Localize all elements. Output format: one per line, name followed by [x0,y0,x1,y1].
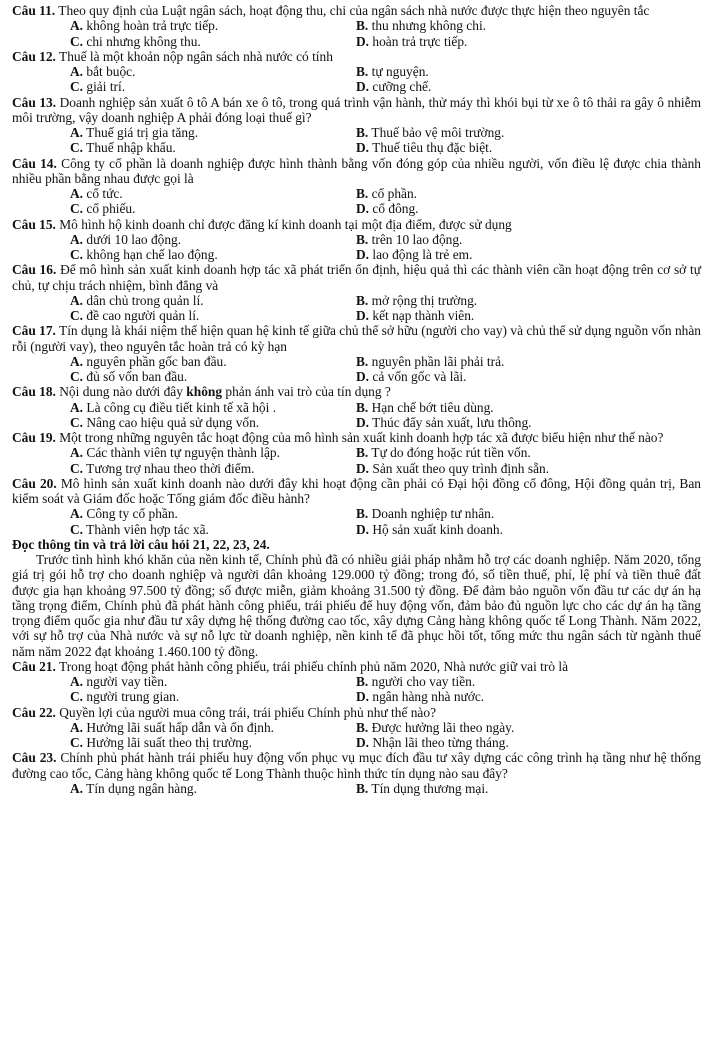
option-a[interactable]: A. người vay tiền. [70,674,168,689]
option-b[interactable]: B. nguyên phần lãi phải trả. [356,353,505,369]
question-23 [12,750,701,796]
options [12,64,701,95]
option-b[interactable]: B. thu nhưng không chi. [356,18,487,34]
option-b[interactable]: B. cổ phần. [356,186,418,201]
option-a[interactable]: A. dưới 10 lao động. [70,231,182,247]
options [12,293,701,324]
question-number: Câu 23. [12,750,57,766]
question-stem: Công ty cổ phần là doanh nghiệp được hình thành bằng vốn đóng góp của nhiều người, vốn điều lệ được chia thành nhiều phần bằng nhau được gọi là [12,155,701,186]
option-c[interactable]: C. đề cao người quản lí. [70,308,200,323]
option-b[interactable]: B. Tự do đóng hoặc rút tiền vốn. [356,445,531,461]
option-c[interactable]: C. Nâng cao hiệu quả sử dụng vốn. [70,414,260,430]
question-stem: Mô hình sản xuất kinh doanh nào dưới đây khi hoạt động cần phải có Đại hội đồng cổ đông, Hội đồng quản trị, Ban kiểm soát và Giám đốc hoặc Tổng giám đốc điều hành? [12,475,701,506]
option-b[interactable]: B. Doanh nghiệp tư nhân. [356,506,495,522]
question-12 [12,49,701,95]
option-c[interactable]: C. cổ phiếu. [70,201,136,217]
question-stem: Chính phủ phát hành trái phiếu huy động vốn phục vụ mục đích đầu tư xây dựng các công trình hạ tầng như hệ thống đường cao tốc, Cảng hàng không quốc tế Long Thành thuộc hình thức tín dụng nào sau đây? [12,750,701,781]
question-16 [12,262,701,323]
question-stem: Trong hoạt động phát hành công phiếu, trái phiếu chính phủ năm 2020, Nhà nước giữ vai trò là [59,658,569,674]
option-b[interactable]: B. tự nguyện. [356,64,429,79]
option-c[interactable]: C. Hưởng lãi suất theo thị trường. [70,735,252,750]
option-c[interactable]: C. Tương trợ nhau theo thời điểm. [70,460,255,476]
question-number: Câu 21. [12,658,56,674]
options [12,186,701,217]
option-c[interactable]: C. Thành viên hợp tác xã. [70,521,209,537]
option-d[interactable]: D. Thúc đẩy sản xuất, lưu thông. [356,414,532,430]
options [12,506,701,537]
option-a[interactable]: A. dân chủ trong quản lí. [70,292,204,308]
options [12,18,701,49]
option-d[interactable]: D. cưỡng chế. [356,79,432,95]
option-d[interactable]: D. kết nạp thành viên. [356,308,475,323]
question-15 [12,217,701,263]
question-13 [12,95,701,156]
question-number: Câu 11. [12,3,56,18]
question-number: Câu 20. [12,475,57,491]
option-d[interactable]: D. hoàn trả trực tiếp. [356,33,468,49]
option-b[interactable]: B. Được hưởng lãi theo ngày. [356,719,515,735]
reading-section-title: Đọc thông tin và trả lời câu hỏi 21, 22, 23, 24. [12,536,270,552]
question-14 [12,156,701,217]
question-number: Câu 13. [12,94,57,110]
option-c[interactable]: C. Thuế nhập khẩu. [70,140,176,156]
option-a[interactable]: A. cổ tức. [70,186,123,201]
options [12,354,701,385]
option-b[interactable]: B. người cho vay tiền. [356,674,476,689]
option-d[interactable]: D. cả vốn gốc và lãi. [356,369,467,384]
option-a[interactable]: A. Hưởng lãi suất hấp dẫn và ổn định. [70,719,275,735]
question-stem: Quyền lợi của người mua công trái, trái phiếu Chính phủ như thế nào? [59,704,437,720]
option-b[interactable]: B. Thuế bảo vệ môi trường. [356,125,505,140]
option-a[interactable]: A. không hoàn trả trực tiếp. [70,18,219,34]
question-number: Câu 14. [12,155,57,171]
option-b[interactable]: B. mở rộng thị trường. [356,292,478,308]
option-b[interactable]: B. Hạn chế bớt tiêu dùng. [356,399,494,415]
option-a[interactable]: A. bắt buộc. [70,64,136,79]
question-19 [12,430,701,476]
option-d[interactable]: D. Hộ sản xuất kinh doanh. [356,521,503,537]
option-c[interactable]: C. giải trí. [70,79,126,95]
option-a[interactable]: A. Tín dụng ngân hàng. [70,780,197,796]
option-a[interactable]: A. Công ty cổ phần. [70,506,178,522]
question-18 [12,384,701,430]
option-a[interactable]: A. nguyên phần gốc ban đầu. [70,353,227,369]
question-number: Câu 16. [12,262,57,278]
option-b[interactable]: B. trên 10 lao động. [356,231,463,247]
question-stem: Theo quy định của Luật ngân sách, hoạt động thu, chi của ngân sách nhà nước được thực hiện theo nguyên tắc [58,3,650,18]
option-c[interactable]: C. đủ số vốn ban đầu. [70,369,188,384]
question-stem: Một trong những nguyên tắc hoạt động của mô hình sản xuất kinh doanh hợp tác xã được biểu hiện như thế nào? [59,430,664,445]
option-c[interactable]: C. người trung gian. [70,689,180,705]
question-17 [12,323,701,384]
question-stem: Tín dụng là khái niệm thể hiện quan hệ kinh tế giữa chủ thể sở hữu (người cho vay) và chủ thể sử dụng nguồn vốn nhàn rỗi (người vay), theo nguyên tắc hoàn trả có kỳ hạn [12,323,701,354]
option-d[interactable]: D. Nhận lãi theo từng tháng. [356,735,509,750]
option-a[interactable]: A. Là công cụ điều tiết kinh tế xã hội . [70,399,277,415]
option-b[interactable]: B. Tín dụng thương mại. [356,780,489,796]
reading-passage: Trước tình hình khó khăn của nền kinh tế, Chính phủ đã có nhiều giải pháp nhằm hỗ trợ các doanh nghiệp. Năm 2020, tổng giá trị gói hỗ trợ cho doanh nghiệp và người dân khoảng 129.000 tỷ đồng; trong đó, số tiền thuế, phí, lệ phí và tiền thuê đất được gia hạn khoảng 97.500 tỷ đồng; số được miễn, giảm khoảng 31.500 tỷ đồng. Để đảm bảo nguồn vốn đầu tư các dự án hạ tầng trọng điểm, Chính phủ đã phát hành công phiếu, trái phiếu để huy động vốn, đảm bảo đủ nguồn lực cho các dự án hạ tầng trọng điểm quốc gia như đầu tư xây dựng hệ thống đường cao tốc, xây dựng Cảng hàng không quốc tế Long Thành. Năm 2022, với sự hỗ trợ của Nhà nước và sự nỗ lực từ doanh nghiệp, nền kinh tế đã phục hồi tốt, tổng mức thu ngân sách từ ngành thuế năm năm 2022 đạt khoảng 1.460.100 tỷ đồng. [12,552,701,659]
options [12,674,701,705]
option-d[interactable]: D. Thuế tiêu thụ đặc biệt. [356,140,493,156]
option-d[interactable]: D. ngân hàng nhà nước. [356,689,485,705]
question-number: Câu 17. [12,323,56,339]
option-d[interactable]: D. lao động là trẻ em. [356,247,473,262]
option-d[interactable]: D. cổ đông. [356,201,419,217]
question-number: Câu 15. [12,216,56,232]
option-a[interactable]: A. Các thành viên tự nguyện thành lập. [70,445,280,461]
question-stem: Để mô hình sản xuất kinh doanh hợp tác xã phát triển ổn định, hiệu quả thì các thành viên cần hoạt động trên cơ sở tự chủ, tự chịu trách nhiệm, bình đẳng và [12,262,701,293]
question-21 [12,659,701,705]
option-d[interactable]: D. Sản xuất theo quy trình định sẵn. [356,460,550,476]
question-number: Câu 19. [12,430,56,445]
options [12,781,701,796]
options [12,400,701,431]
option-a[interactable]: A. Thuế giá trị gia tăng. [70,125,199,140]
option-c[interactable]: C. không hạn chế lao động. [70,247,218,262]
question-22 [12,705,701,751]
question-number: Câu 22. [12,704,56,720]
options [12,445,701,476]
question-stem: Mô hình hộ kinh doanh chỉ được đăng kí kinh doanh tại một địa điểm, được sử dụng [59,216,512,232]
emphasis-keyword: không [186,384,223,400]
question-stem: Thuế là một khoản nộp ngân sách nhà nước có tính [59,48,333,64]
options [12,232,701,263]
question-20 [12,476,701,537]
question-number: Câu 18. [12,384,56,400]
question-11 [12,3,701,49]
option-c[interactable]: C. chi nhưng không thu. [70,33,201,49]
options [12,720,701,751]
question-stem: Doanh nghiệp sản xuất ô tô A bán xe ô tô, trong quá trình vận hành, thử máy thì khói bụi từ xe ô tô thải ra gây ô nhiễm môi trường, vậy doanh nghiệp A phải đóng loại thuế gì? [12,94,701,125]
question-stem: Nội dung nào dưới đây không phản ánh vai trò của tín dụng ? [59,384,391,400]
options [12,125,701,156]
question-number: Câu 12. [12,48,56,64]
